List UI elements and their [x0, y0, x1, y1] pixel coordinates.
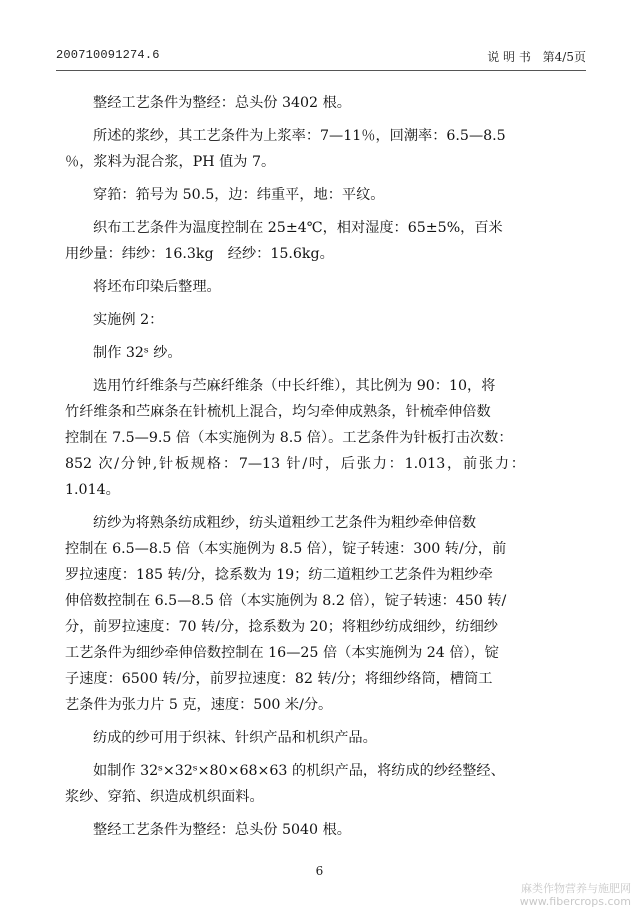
- document-number: 200710091274.6: [56, 48, 160, 62]
- text-line: 将坯布印染后整理。: [93, 279, 221, 295]
- text-line: ％，浆料为混合浆，PH 值为 7。: [65, 154, 276, 170]
- text-line: 所述的浆纱，其工艺条件为上浆率：7—11％，回潮率：6.5—8.5: [93, 128, 506, 144]
- paragraph: [65, 510, 525, 718]
- paragraph: [65, 758, 525, 810]
- text-line: 纺成的纱可用于织袜、针织产品和机织产品。: [93, 730, 377, 746]
- text-line: 织布工艺条件为温度控制在 25±4℃，相对湿度：65±5%，百米: [93, 220, 503, 236]
- text-line: 控制在 6.5—8.5 倍（本实施例为 8.5 倍），锭子转速：300 转/分，前: [65, 541, 507, 557]
- text-line: 纺纱为将熟条纺成粗纱，纺头道粗纱工艺条件为粗纱牵伸倍数: [93, 515, 477, 531]
- paragraph: [65, 817, 525, 843]
- text-line: 852 次/分钟,针板规格：7—13 针/吋，后张力：1.013，前张力：1.014。: [65, 456, 525, 498]
- text-line: 控制在 7.5—9.5 倍（本实施例为 8.5 倍）。工艺条件为针板打击次数：: [65, 430, 513, 446]
- text-line: 分，前罗拉速度：70 转/分，捻系数为 20；将粗纱纺成细纱，纺细纱: [65, 619, 498, 635]
- text-line: 如制作 32ˢ×32ˢ×80×68×63 的机织产品，将纺成的纱经整经、: [93, 763, 505, 779]
- paragraph: [65, 182, 525, 208]
- text-line: 制作 32ˢ 纱。: [93, 345, 182, 361]
- header-right: [479, 48, 586, 65]
- text-line: 竹纤维条和苎麻条在针梳机上混合，均匀牵伸成熟条，针梳牵伸倍数: [65, 404, 491, 420]
- paragraph: [65, 373, 525, 503]
- watermark-line-1: 麻类作物营养与施肥网: [521, 882, 631, 895]
- text-line: 艺条件为张力片 5 克，速度：500 米/分。: [65, 697, 333, 713]
- paragraph: [65, 725, 525, 751]
- paragraph: [65, 215, 525, 267]
- section-title: 说 明 书: [487, 50, 531, 64]
- paragraph: [65, 274, 525, 300]
- text-line: 穿筘：筘号为 50.5，边：纬重平，地：平纹。: [93, 187, 385, 203]
- document-body: [65, 90, 525, 850]
- paragraph: [65, 340, 525, 366]
- text-line: 子速度：6500 转/分，前罗拉速度：82 转/分；将细纱络筒，槽筒工: [65, 671, 493, 687]
- text-line: 伸倍数控制在 6.5—8.5 倍（本实施例为 8.2 倍），锭子转速：450 转/: [65, 593, 507, 609]
- text-line: 工艺条件为细纱牵伸倍数控制在 16—25 倍（本实施例为 24 倍），锭: [65, 645, 499, 661]
- watermark: [520, 882, 631, 908]
- paragraph: [65, 307, 525, 333]
- text-line: 整经工艺条件为整经：总头份 5040 根。: [93, 822, 351, 838]
- page-label: 第4/5页: [542, 50, 586, 64]
- header-rule: [56, 70, 586, 71]
- text-line: 浆纱、穿筘、织造成机织面料。: [65, 789, 264, 805]
- paragraph: [65, 90, 525, 116]
- text-line: 罗拉速度：185 转/分，捻系数为 19；纺二道粗纱工艺条件为粗纱牵: [65, 567, 493, 583]
- text-line: 实施例 2：: [93, 312, 164, 328]
- watermark-line-2: www.fibercrops.com: [519, 895, 631, 908]
- page-number: 6: [315, 864, 324, 878]
- text-line: 选用竹纤维条与苎麻纤维条（中长纤维），其比例为 90：10，将: [93, 378, 496, 394]
- page-header: [56, 48, 586, 66]
- text-line: 整经工艺条件为整经：总头份 3402 根。: [93, 95, 351, 111]
- text-line: 用纱量：纬纱：16.3kg 经纱：15.6kg。: [65, 246, 334, 262]
- paragraph: [65, 123, 525, 175]
